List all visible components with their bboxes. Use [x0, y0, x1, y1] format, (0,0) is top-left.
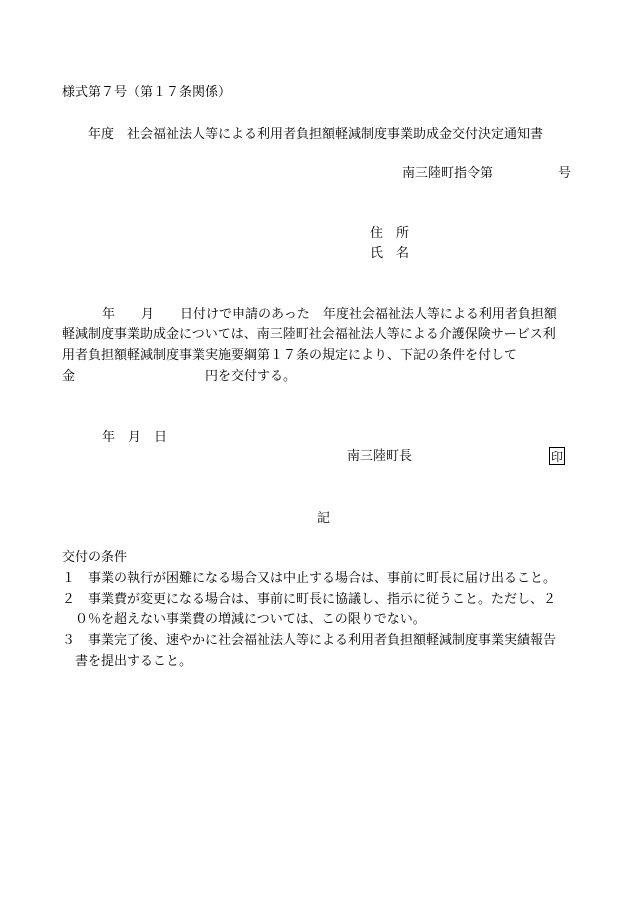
date-line: 年 月 日 — [102, 430, 168, 445]
body-line-1: 年 月 日付けで申請のあった 年度社会福祉法人等による利用者負担額 — [102, 307, 557, 322]
form-number: 様式第７号（第１７条関係） — [62, 85, 232, 100]
ki-label: 記 — [317, 511, 331, 526]
body-line-4: 金 円を交付する。 — [62, 369, 297, 384]
name-label: 氏 名 — [370, 246, 410, 261]
condition-item-1: １ 事業の執行が困難になる場合又は中止する場合は、事前に町長に届け出ること。 — [62, 571, 557, 586]
address-label: 住 所 — [370, 226, 410, 241]
seal-mark: 印 — [549, 447, 565, 465]
document-title: 年度 社会福祉法人等による利用者負担額軽減制度事業助成金交付決定通知書 — [88, 127, 544, 142]
conditions-heading: 交付の条件 — [62, 550, 128, 565]
issuer: 南三陸町長 — [347, 449, 413, 464]
body-line-2: 軽減制度事業助成金については、南三陸町社会福祉法人等による介護保険サービス利 — [62, 327, 556, 342]
body-line-3: 用者負担額軽減制度事業実施要綱第１７条の規定により、下記の条件を付して — [62, 348, 518, 363]
reference-number: 南三陸町指令第 号 — [402, 166, 572, 181]
condition-item-3-line-1: ３ 事業完了後、速やかに社会福祉法人等による利用者負担額軽減制度事業実績報告 — [62, 633, 557, 648]
condition-item-3-line-2: 書を提出すること。 — [75, 654, 193, 669]
condition-item-2-line-1: ２ 事業費が変更になる場合は、事前に町長に協議し、指示に従うこと。ただし、２ — [62, 592, 557, 607]
condition-item-2-line-2: ０％を超えない事業費の増減については、この限りでない。 — [75, 612, 426, 627]
